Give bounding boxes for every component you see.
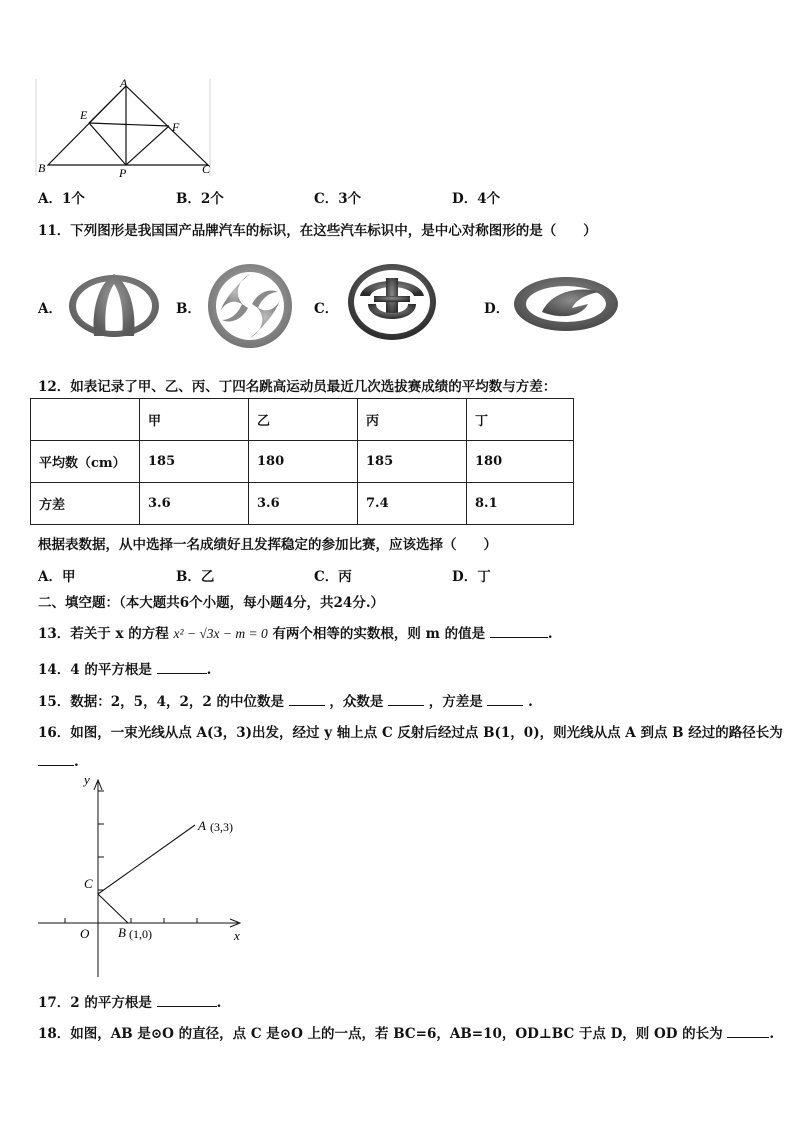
table-cell: 3.6 [249,483,358,525]
point-a-coord: (3,3) [210,820,233,834]
point-c-label: C [84,876,93,891]
y-axis-label: y [84,772,90,787]
label-p: P [119,166,127,180]
q15-median-blank[interactable] [289,693,325,706]
logo-b-icon [206,262,294,350]
table-cell: 8.1 [467,483,574,525]
q17-prefix: 17．2 的平方根是 [38,995,152,1011]
table-header-cell: 丙 [358,399,467,441]
point-a-label: A [198,818,206,833]
label-e: E [80,108,88,122]
table-header-cell: 丁 [467,399,574,441]
label-b: B [38,161,46,175]
logo-d-icon [512,274,620,334]
table-cell: 185 [358,441,467,483]
q18-answer-blank[interactable] [727,1025,769,1038]
table-cell: 平均数（cm） [31,441,140,483]
q11-letter-d[interactable]: D． [484,301,510,317]
table-row [31,399,574,441]
q10-option-b[interactable]: B．2个 [176,191,224,207]
q12-option-d[interactable]: D．丁 [452,569,491,585]
q13-prefix: 13．若关于 x 的方程 [38,626,169,642]
table-header-cell [31,399,140,441]
q12-option-c[interactable]: C．丙 [314,569,352,585]
q13-answer-blank[interactable] [490,625,548,638]
logo-c-icon [346,262,438,342]
q15-mid1: ，众数是 [329,694,384,710]
table-row [31,441,574,483]
q16-answer-line [38,753,79,770]
q12-text: 12．如表记录了甲、乙、丙、丁四名跳高运动员最近几次选拔赛成绩的平均数与方差： [38,379,557,395]
q12-option-a[interactable]: A．甲 [38,569,76,585]
q13-suffix: 有两个相等的实数根，则 m 的值是 [272,626,486,642]
q14-end: . [206,662,212,678]
table-cell: 180 [467,441,574,483]
table-cell: 方差 [31,483,140,525]
point-b-coord: (1,0) [129,927,152,941]
q16-text: 16．如图，一束光线从点 A(3，3)出发，经过 y 轴上点 C 反射后经过点 B(1，0)，则光线从点 A 到点 B 经过的路径长为 [38,725,783,741]
q12-option-b[interactable]: B．乙 [176,569,215,585]
q14-answer-blank[interactable] [157,661,207,674]
q13-line [38,622,553,642]
q17-line [38,991,221,1011]
q10-option-a[interactable]: A．1个 [38,191,85,207]
table-header-cell: 甲 [140,399,249,441]
q15-mode-blank[interactable] [388,693,424,706]
q15-end: . [528,694,533,710]
q14-line [38,658,211,678]
q16-answer-blank[interactable] [38,753,74,766]
q16-end: . [74,754,79,770]
table-header-cell: 乙 [249,399,358,441]
label-a: A [120,76,128,90]
q15-mid2: ，方差是 [428,694,483,710]
q11-letter-a[interactable]: A． [38,301,62,317]
table-row [31,483,574,525]
q18-end: . [769,1026,775,1042]
table-cell: 7.4 [358,483,467,525]
q10-option-c[interactable]: C．3个 [314,191,362,207]
q13-equation: x² − √3x − m = 0 [173,626,268,641]
logo-a-icon [66,270,162,342]
q18-line [38,1022,774,1042]
q11-letter-b[interactable]: B． [176,301,201,317]
table-cell: 3.6 [140,483,249,525]
q12-after-text: 根据表数据，从中选择一名成绩好且发挥稳定的参加比赛，应该选择（ ） [38,537,497,553]
score-table [30,398,574,525]
q15-prefix: 15．数据：2，5，4，2，2 的中位数是 [38,694,284,710]
origin-label: O [80,926,90,941]
q13-end: . [547,626,553,642]
label-f: F [172,120,180,134]
point-b-label: B [118,925,126,940]
label-c: C [202,162,211,176]
q11-text: 11．下列图形是我国国产品牌汽车的标识，在这些汽车标识中，是中心对称图形的是（ ） [38,223,597,239]
q18-prefix: 18．如图，AB 是⊙O 的直径，点 C 是⊙O 上的一点，若 BC=6，AB=10，OD⊥BC 于点 D，则 OD 的长为 [38,1026,723,1042]
section-heading: 二、填空题：（本大题共6个小题，每小题4分，共24分.） [38,595,385,611]
q14-prefix: 14．4 的平方根是 [38,662,152,678]
q17-end: . [216,995,222,1011]
q15-line [38,690,533,710]
coordinate-figure [34,772,254,984]
q10-option-d[interactable]: D．4个 [452,191,501,207]
table-cell: 185 [140,441,249,483]
x-axis-label: x [234,928,240,943]
table-cell: 180 [249,441,358,483]
triangle-figure [34,76,214,180]
q15-variance-blank[interactable] [487,693,523,706]
q17-answer-blank[interactable] [157,994,217,1007]
q11-letter-c[interactable]: C． [314,301,339,317]
